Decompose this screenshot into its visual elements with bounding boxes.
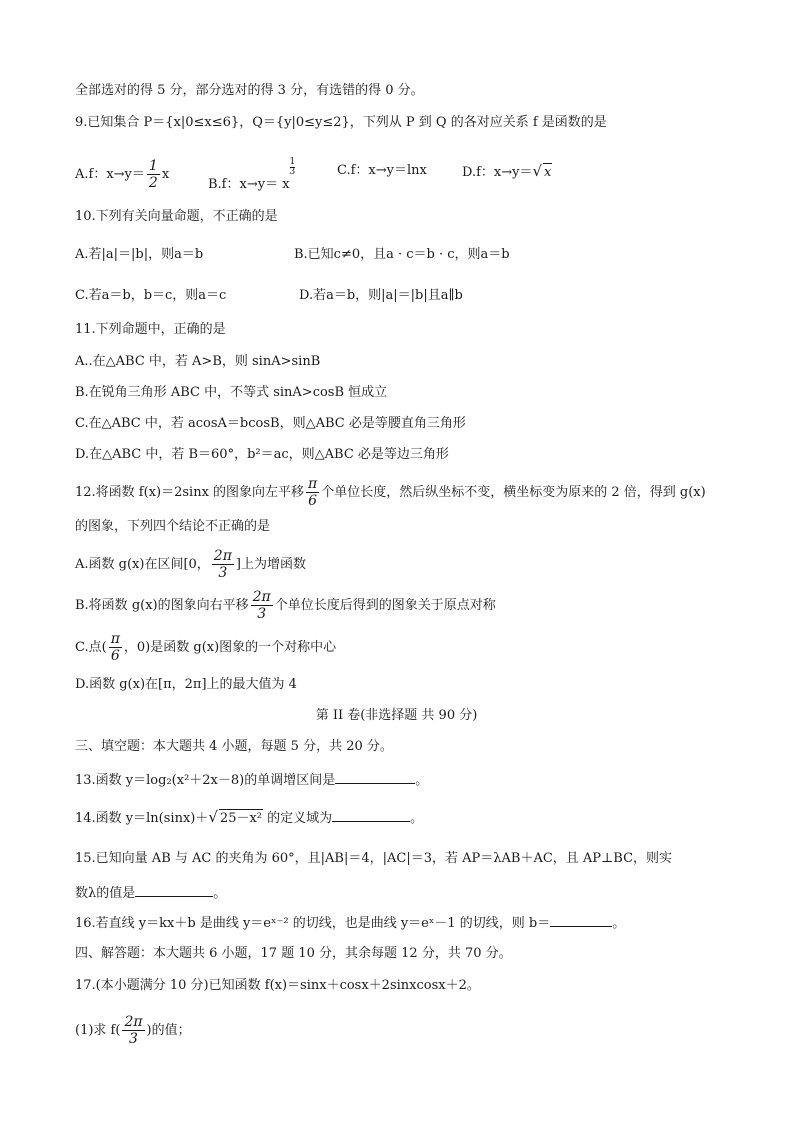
q9-option-b: B.f：x→y＝ x $^{\frac{1}{3}}$ [208,157,296,192]
fill-in-instructions: 三、填空题：本大题共 4 小题，每题 5 分，共 20 分。 [75,739,393,754]
answer-blank [550,914,612,927]
question-14: 14.函数 y＝ln(sinx)＋√ 25－x² 的定义域为 。 [75,808,424,826]
q10-option-a: A.若|a|＝|b|，则a＝b [75,247,204,262]
q9-option-d: D.f：x→y＝√ x [462,162,552,180]
section-heading: 第 II 卷(非选择题 共 90 分) [315,708,478,723]
fraction-pi-over-6: $\frac{\pi}{6}$ [110,631,120,664]
q9-option-a: A.f：x→y＝ $\frac{1}{2}$ x [75,158,170,191]
answer-blank [332,809,410,822]
q10-option-c: C.若a＝b，b＝c，则a＝c [75,288,227,303]
question-17: 17.(本小题满分 10 分)已知函数 f(x)＝sinx＋cosx＋2sinxcosx＋2。 [75,978,480,993]
q9-option-c: C.f：x→y＝lnx [337,163,427,178]
fraction-one-half: $\frac{1}{2}$ [148,158,158,191]
q12-option-b: B.将函数 g(x)的图象向右平移 $\frac{2\pi}{3}$ 个单位长度后得到的图象关于原点对称 [75,589,496,622]
answer-blank [335,771,415,784]
instruction-line: 全部选对的得 5 分，部分选对的得 3 分，有选错的得 0 分。 [75,83,424,98]
question-15: 15.已知向量 AB 与 AC 的夹角为 60°，且|AB|＝4，|AC|＝3，若 AP＝λAB＋AC，且 AP⊥BC，则实 [75,851,673,866]
answer-blank [135,884,213,897]
question-17-part-1: (1)求 f( $\frac{2\pi}{3}$ )的值； [75,1014,191,1047]
fraction-pi-over-6: $\frac{\pi}{6}$ [308,476,318,509]
question-12-stem: 12.将函数 f(x)＝2sinx 的图象向左平移 $\frac{\pi}{6}$ 个单位长度，然后纵坐标不变，横坐标变为原来的 2 倍，得到 g(x) [75,476,706,509]
q12-option-c: C.点( $\frac{\pi}{6}$ ，0)是函数 g(x)图象的一个对称中心 [75,631,337,664]
question-15-cont: 数λ的值是 。 [75,886,227,901]
question-16: 16.若直线 y＝kx＋b 是曲线 y＝eˣ⁻² 的切线，也是曲线 y＝eˣ－1 的切线，则 b＝ 。 [75,916,626,931]
answer-section-instructions: 四、解答题：本大题共 6 小题，17 题 10 分，其余每题 12 分，共 70 分。 [75,946,512,961]
q11-option-b: B.在锐角三角形 ABC 中，不等式 sinA>cosB 恒成立 [75,385,388,400]
q10-option-b: B.已知c≠0，且a · c＝b · c，则a＝b [294,247,510,262]
question-13: 13.函数 y＝log₂(x²＋2x－8)的单调增区间是 。 [75,773,429,788]
fraction-2pi-over-3: $\frac{2\pi}{3}$ [124,1014,143,1047]
question-12-stem-cont: 的图象，下列四个结论不正确的是 [75,519,271,534]
q10-option-d: D.若a＝b，则|a|＝|b|且a∥b [299,288,463,303]
q11-option-a: A..在△ABC 中，若 A>B，则 sinA>sinB [75,354,321,369]
q11-option-c: C.在△ABC 中，若 acosA＝bcosB，则△ABC 必是等腰直角三角形 [75,416,466,431]
q12-option-d: D.函数 g(x)在[π，2π]上的最大值为 4 [75,677,297,692]
fraction-2pi-over-3: $\frac{2\pi}{3}$ [252,589,271,622]
fraction-2pi-over-3: $\frac{2\pi}{3}$ [213,548,232,581]
q12-option-a: A.函数 g(x)在区间[0， $\frac{2\pi}{3}$ ]上为增函数 [75,548,306,581]
question-11-stem: 11.下列命题中，正确的是 [75,322,226,337]
question-10-stem: 10.下列有关向量命题，不正确的是 [75,209,278,224]
q11-option-d: D.在△ABC 中，若 B＝60°，b²＝ac，则△ABC 必是等边三角形 [75,447,449,462]
question-9-stem: 9.已知集合 P＝{x|0≤x≤6}，Q＝{y|0≤y≤2}，下列从 P 到 Q 的各对应关系 f 是函数的是 [75,115,607,130]
